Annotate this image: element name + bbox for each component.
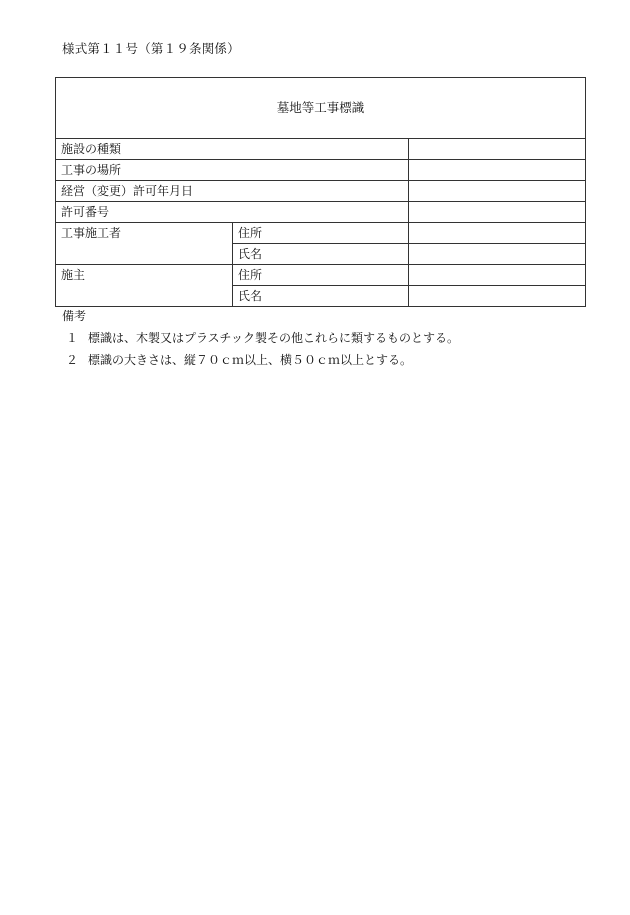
table-row <box>56 202 586 223</box>
permit-date-value <box>409 181 586 202</box>
owner-name-label: 氏名 <box>233 286 409 307</box>
note-number: ２ <box>66 353 79 367</box>
contractor-address-value <box>409 223 586 244</box>
facility-type-value <box>409 139 586 160</box>
facility-type-label: 施設の種類 <box>56 139 409 160</box>
table-row <box>56 223 586 244</box>
table-row <box>56 160 586 181</box>
work-location-label: 工事の場所 <box>56 160 409 181</box>
table-row <box>56 139 586 160</box>
table-title-row <box>56 78 586 139</box>
note-text: 標識は、木製又はプラスチック製その他これらに類するものとする。 <box>88 331 460 345</box>
permit-number-label: 許可番号 <box>56 202 409 223</box>
table-row <box>56 265 586 286</box>
notes-section <box>62 305 459 371</box>
contractor-label: 工事施工者 <box>56 223 233 265</box>
table-row <box>56 181 586 202</box>
form-number: 様式第１１号（第１９条関係） <box>62 41 240 56</box>
notes-heading: 備考 <box>62 309 87 323</box>
owner-address-label: 住所 <box>233 265 409 286</box>
construction-sign-table <box>55 77 586 307</box>
owner-name-value <box>409 286 586 307</box>
note-text: 標識の大きさは、縦７０ｃｍ以上、横５０ｃｍ以上とする。 <box>88 353 413 367</box>
owner-address-value <box>409 265 586 286</box>
owner-label: 施主 <box>56 265 233 307</box>
note-number: １ <box>66 331 79 345</box>
note-item <box>62 349 459 371</box>
work-location-value <box>409 160 586 181</box>
note-item <box>62 327 459 349</box>
permit-date-label: 経営（変更）許可年月日 <box>56 181 409 202</box>
contractor-address-label: 住所 <box>233 223 409 244</box>
contractor-name-label: 氏名 <box>233 244 409 265</box>
contractor-name-value <box>409 244 586 265</box>
table-title: 墓地等工事標識 <box>56 78 586 139</box>
permit-number-value <box>409 202 586 223</box>
